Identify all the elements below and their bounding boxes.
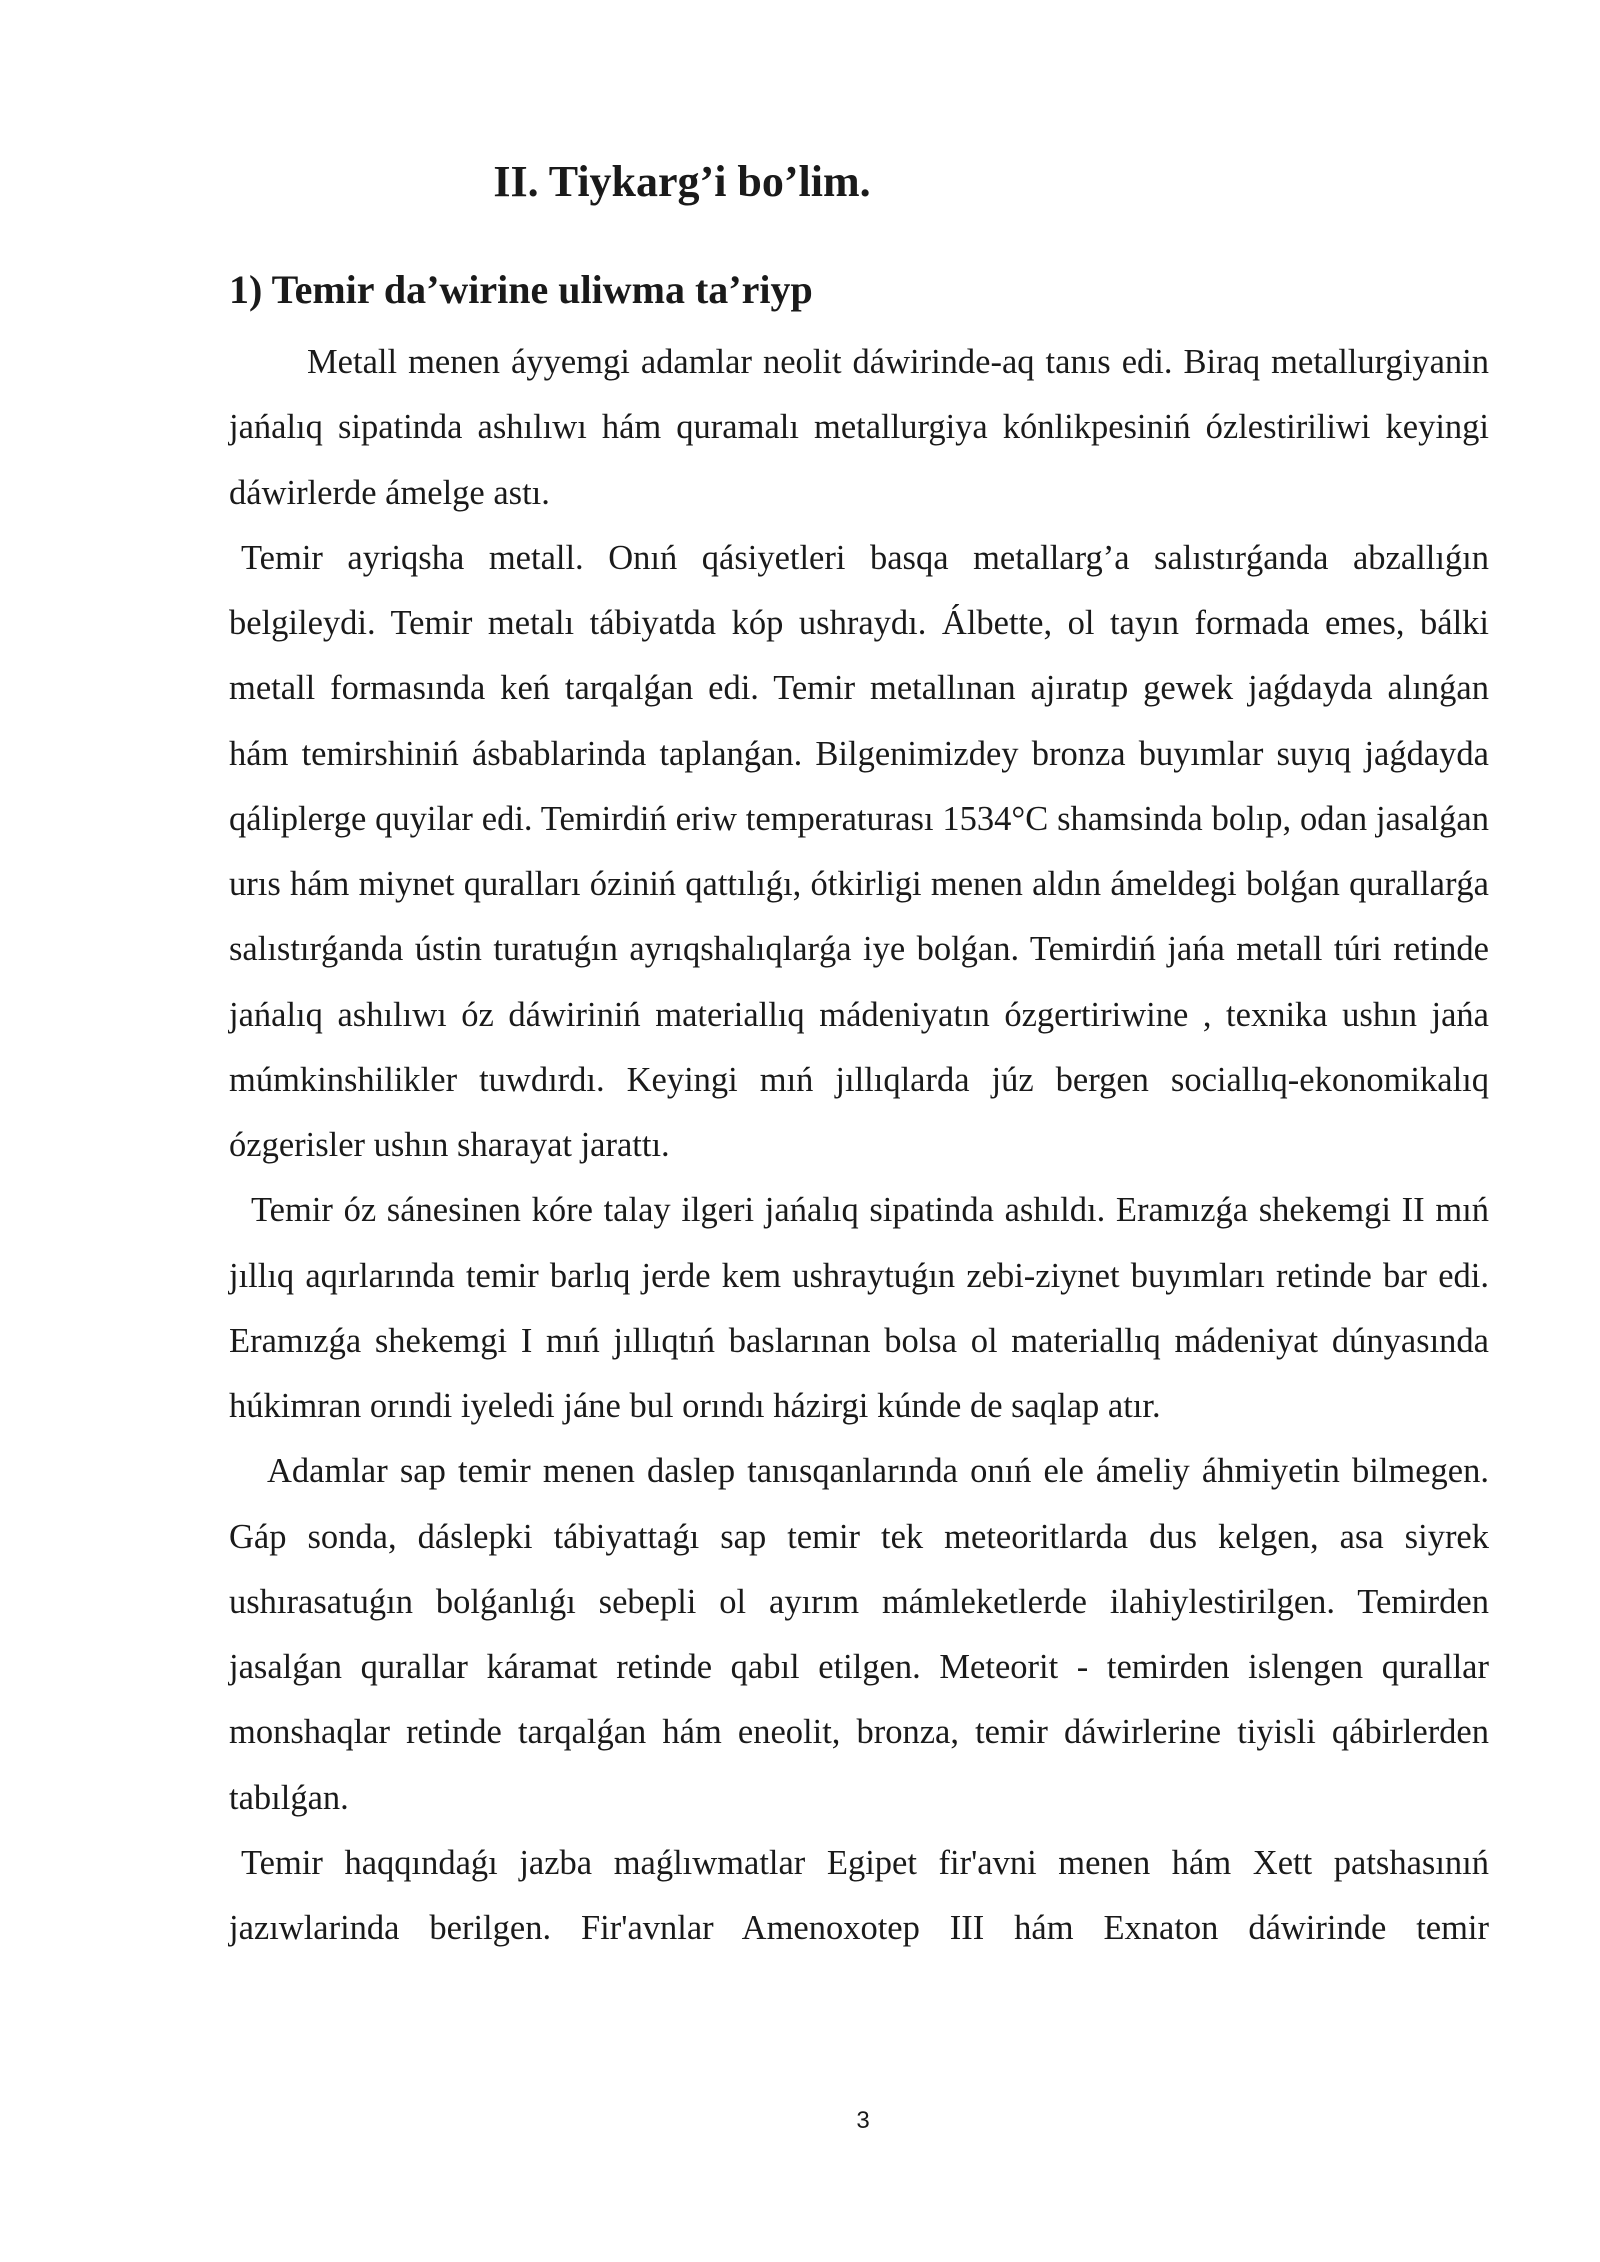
section-heading: 1) Temir da’wirine uliwma ta’riyp [229,267,813,312]
paragraph-3: Temir óz sánesinen kóre talay ilgeri jańalıq sipatinda ashıldı. Eramızǵa shekemgi II mıń jıllıq aqırlarında temir barlıq jerde kem ushraytuǵın zebi-ziynet buyımları retinde bar edi. Eramızǵa shekemgi I mıń jıllıqtıń baslarınan bolsa ol materiallıq mádeniyat dúnyasında húkimran orındi iyeledi jáne bul orındı házirgi kúnde de saqlap atır. [229,1191,1489,1425]
page-number: 3 [856,2107,870,2134]
paragraph-4: Adamlar sap temir menen daslep tanısqanlarında onıń ele ámeliy áhmiyetin bilmegen. Gáp sonda, dáslepki tábiyattaǵı sap temir tek meteoritlarda dus kelgen, asa siyrek ushırasatuǵın bolǵanlıǵı sebepli ol ayırım mámleketlerde ilahiylestirilgen. Temirden jasalǵan qurallar káramat retinde qabıl etilgen. Meteorit - temirden islengen qurallar monshaqlar retinde tarqalǵan hám eneolit, bronza, temir dáwirlerine tiyisli qábirlerden tabılǵan. [229,1452,1489,1817]
paragraph-5: Temir haqqındaǵı jazba maǵlıwmatlar Egipet fir'avni menen hám Xett patshasınıń jazıwlarinda berilgen. Fir'avnlar Amenoxotep III hám Exnaton dáwirinde temir [229,1843,1489,1947]
page-title: II. Tiykarg’i bo’lim. [493,157,871,206]
paragraph-1: Metall menen áyyemgi adamlar neolit dáwirinde-aq tanıs edi. Biraq metallurgiyanin jańalıq sipatinda ashılıwı hám quramalı metallurgiya kónlikpesiniń ózlestiriliwi keyingi dáwirlerde ámelge astı. [229,343,1489,512]
body-text [229,330,1489,1961]
paragraph-2: Temir ayriqsha metall. Onıń qásiyetleri basqa metallarg’a salıstırǵanda abzallıǵın belgileydi. Temir metalı tábiyatda kóp ushraydı. Álbette, ol tayın formada emes, bálki metall formasında keń tarqalǵan edi. Temir metallınan ajıratıp gewek jaǵdayda alınǵan hám temirshiniń ásbablarinda taplanǵan. Bilgenimizdey bronza buyımlar suyıq jaǵdayda qáliplerge quyilar edi. Temirdiń eriw temperaturası 1534°C shamsinda bolıp, odan jasalǵan urıs hám miynet quralları óziniń qattılıǵı, ótkirligi menen aldın ámeldegi bolǵan qurallarǵa salıstırǵanda ústin turatuǵın ayrıqshalıqlarǵa iye bolǵan. Temirdiń jańa metall túri retinde jańalıq ashılıwı óz dáwiriniń materiallıq mádeniyatın ózgertiriwine , texnika ushın jańa múmkinshilikler tuwdırdı. Keyingi mıń jıllıqlarda júz bergen sociallıq-ekonomikalıq ózgerisler ushın sharayat jarattı. [229,538,1489,1164]
